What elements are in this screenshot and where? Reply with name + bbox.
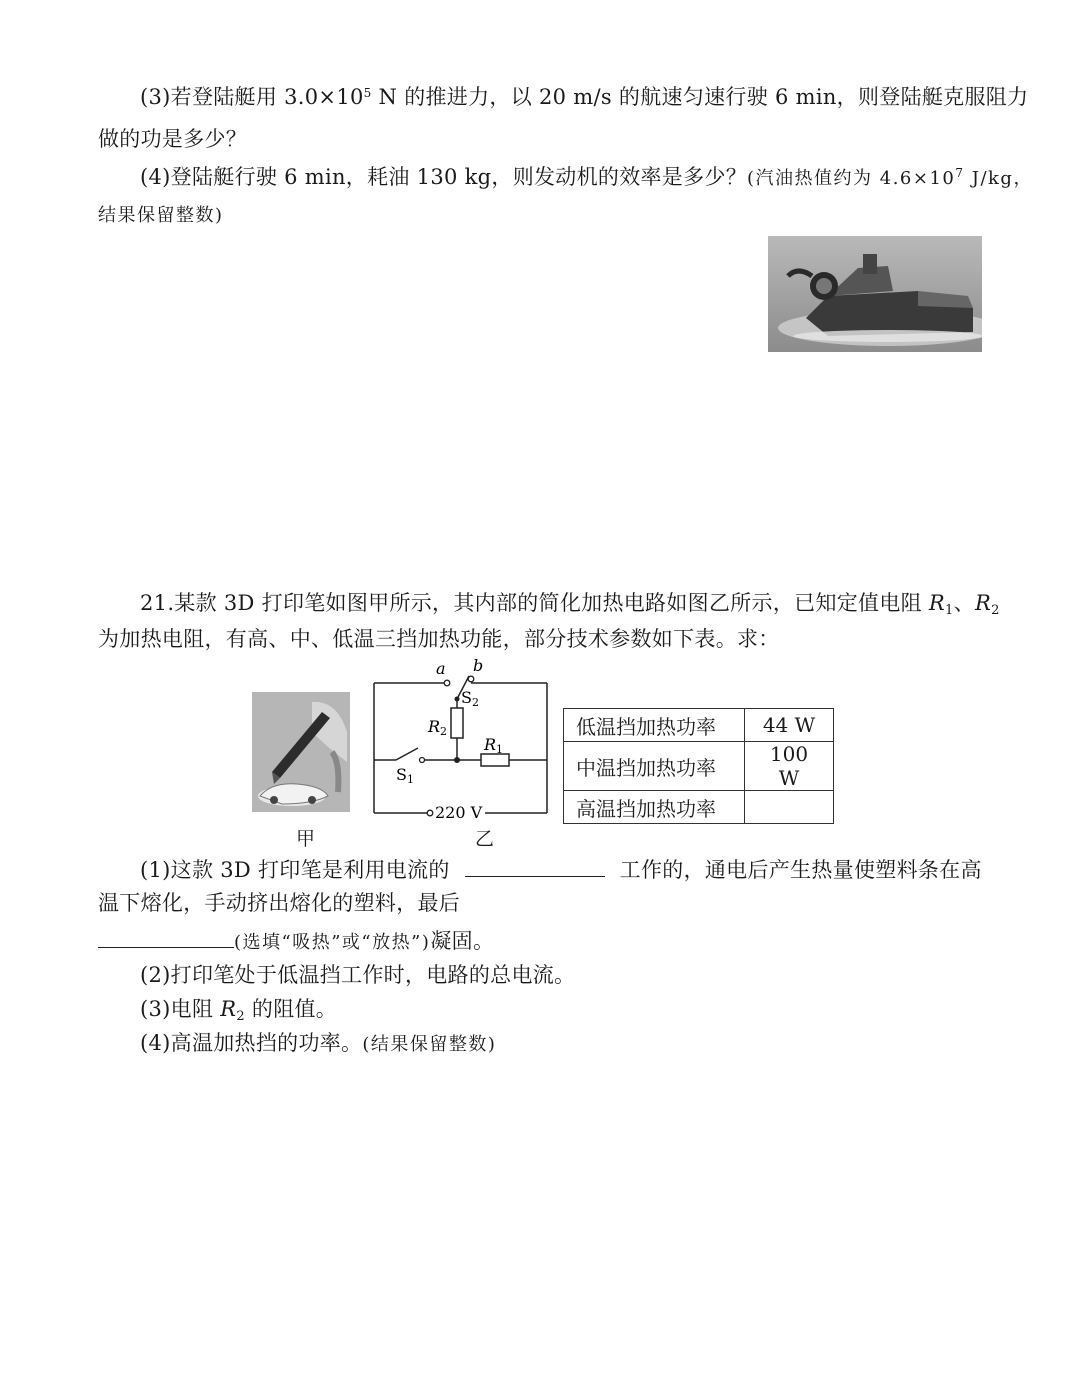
table-row xyxy=(564,709,834,742)
label-r2: R2 xyxy=(428,717,448,738)
table-cell-value: 44 W xyxy=(745,709,834,742)
resistor-r2 xyxy=(451,708,463,738)
label-s2: S2 xyxy=(461,688,479,709)
table-row xyxy=(564,742,834,791)
q21-stem-line1: 21.某款 3D 打印笔如图甲所示，其内部的简化加热电路如图乙所示，已知定值电阻 $R_1$、$R_2$ xyxy=(140,591,1000,618)
q20-part3-line1: (3)若登陆艇用 $3.0\times 10^5$ N 的推进力，以 20 m/s 的航速匀速行驶 6 min，则登陆艇克服阻力 xyxy=(140,85,1029,109)
terminal-s1 xyxy=(420,758,425,763)
label-voltage: 220 V xyxy=(435,803,483,822)
heating-circuit-diagram xyxy=(360,656,560,826)
label-r1: R1 xyxy=(484,735,504,756)
table-cell-label: 高温挡加热功率 xyxy=(564,791,745,824)
table-cell-label: 中温挡加热功率 xyxy=(564,742,745,791)
node-junction xyxy=(454,757,460,763)
terminal-supply-left xyxy=(427,810,433,816)
q20-part4-line2: 结果保留整数) xyxy=(98,205,224,226)
q21-stem-line2: 为加热电阻，有高、中、低温三挡加热功能，部分技术参数如下表。求： xyxy=(98,627,780,651)
q21-part2: (2)打印笔处于低温挡工作时，电路的总电流。 xyxy=(140,963,576,987)
q20-part3-line2: 做的功是多少？ xyxy=(98,127,248,151)
3d-pen-photo xyxy=(252,692,350,812)
table-cell-value: 100 W xyxy=(745,742,834,791)
resistor-r1 xyxy=(481,754,509,766)
q21-part3: (3)电阻 $R_2$ 的阻值。 xyxy=(140,997,338,1024)
figure-yi-caption: 乙 xyxy=(475,828,495,850)
answer-blank-1[interactable] xyxy=(465,854,605,877)
node-s2 xyxy=(455,697,460,702)
q21-part4: (4)高温加热挡的功率。(结果保留整数) xyxy=(140,1031,497,1055)
switch-s1-blade xyxy=(396,748,418,760)
label-b: b xyxy=(473,656,484,675)
q21-part1-line2: 温下熔化，手动挤出熔化的塑料，最后 xyxy=(98,891,461,915)
label-s1: S1 xyxy=(396,765,414,786)
answer-blank-2[interactable] xyxy=(98,925,234,948)
power-parameter-table xyxy=(563,708,834,824)
q20-part4-line1: (4)登陆艇行驶 6 min，耗油 130 kg，则发动机的效率是多少？(汽油热值约为 $4.6\times 10^7$ J/kg， xyxy=(140,165,1033,189)
label-a: a xyxy=(436,659,446,678)
figure-jia-caption: 甲 xyxy=(296,828,316,850)
terminal-b xyxy=(468,676,474,682)
table-row xyxy=(564,791,834,824)
table-cell-value xyxy=(745,791,834,824)
hovercraft-photo xyxy=(768,236,982,352)
q21-part1-line1: (1)这款 3D 打印笔是利用电流的 工作的，通电后产生热量使塑料条在高 xyxy=(140,854,982,885)
terminal-a xyxy=(444,680,450,686)
table-cell-label: 低温挡加热功率 xyxy=(564,709,745,742)
q21-part1-line3: (选填“吸热”或“放热”)凝固。 xyxy=(98,925,494,958)
